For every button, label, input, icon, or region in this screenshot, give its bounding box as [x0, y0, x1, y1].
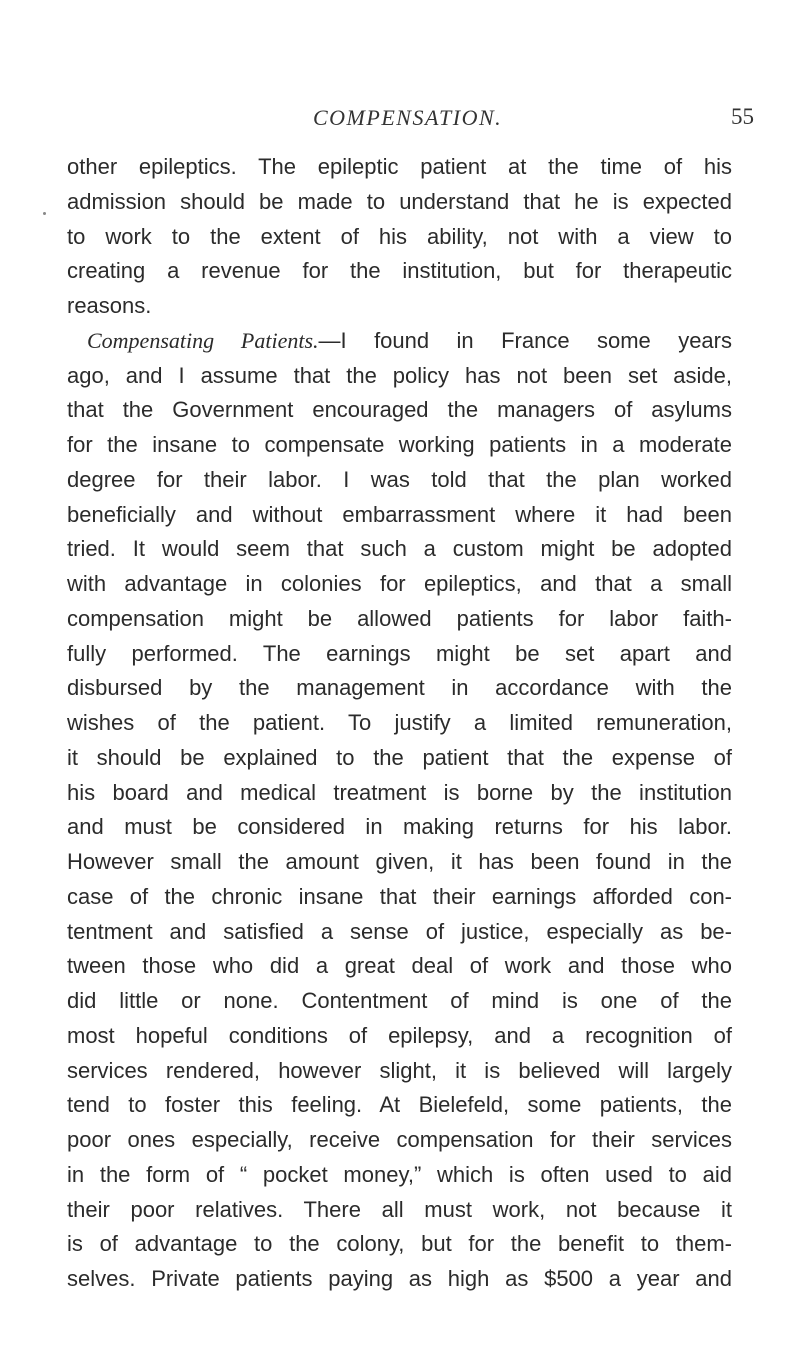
text-line: wishes of the patient. To justify a limited remuneration,: [67, 710, 732, 735]
text-line: it should be explained to the patient that the expense of: [67, 744, 732, 770]
text-line: However small the amount given, it has been found in the: [67, 849, 732, 874]
text-line: to work to the extent of his ability, not with a view to: [67, 223, 732, 249]
text-line: tentment and satisfied a sense of justice, especially as be-: [67, 918, 732, 944]
text-line: tween those who did a great deal of work and those who: [67, 953, 732, 979]
running-title: COMPENSATION.: [313, 105, 503, 130]
text-line: creating a revenue for the institution, but for therapeutic: [67, 258, 732, 284]
text-line: with advantage in colonies for epileptics, and that a small: [67, 571, 732, 596]
text-line: ago, and I assume that the policy has not been set aside,: [67, 362, 732, 388]
body-text: [67, 150, 732, 1297]
text-line: for the insane to compensate working patients in a moderate: [67, 432, 732, 457]
text-line: other epileptics. The epileptic patient at the time of his: [67, 154, 732, 179]
text-line: degree for their labor. I was told that the plan worked: [67, 466, 732, 492]
text-line: beneficially and without embarrassment where it had been: [67, 501, 732, 527]
section-first-line: [67, 324, 732, 359]
text-line: compensation might be allowed patients for labor faith-: [67, 605, 732, 631]
text-line: tried. It would seem that such a custom might be adopted: [67, 536, 732, 562]
running-head: [0, 105, 800, 135]
text-line: is of advantage to the colony, but for the benefit to them-: [67, 1231, 732, 1257]
text-line: fully performed. The earnings might be set apart and: [67, 640, 732, 666]
text-line: reasons.: [67, 293, 152, 318]
text-line: case of the chronic insane that their earnings afforded con-: [67, 883, 732, 909]
text-line: most hopeful conditions of epilepsy, and a recognition of: [67, 1022, 732, 1048]
text-line: their poor relatives. There all must work, not because it: [67, 1196, 732, 1222]
run-in-heading: Compensating Patients.: [87, 327, 319, 353]
text-line: and must be considered in making returns for his labor.: [67, 814, 732, 840]
text-line: selves. Private patients paying as high as $500 a year and: [67, 1266, 732, 1291]
text-line: did little or none. Contentment of mind is one of the: [67, 988, 732, 1013]
text-line: poor ones especially, receive compensation for their services: [67, 1127, 732, 1152]
text-line: that the Government encouraged the managers of asylums: [67, 397, 732, 423]
text-line: services rendered, however slight, it is believed will largely: [67, 1057, 732, 1083]
text-line: tend to foster this feeling. At Bielefeld, some patients, the: [67, 1092, 732, 1118]
text-line: his board and medical treatment is borne by the institution: [67, 779, 732, 805]
print-speck: [43, 212, 46, 215]
text-line: in the form of “ pocket money,” which is often used to aid: [67, 1161, 732, 1187]
text-line-rest: —I found in France some years: [318, 327, 732, 353]
text-line: disbursed by the management in accordance with the: [67, 675, 732, 701]
text-line: admission should be made to understand that he is expected: [67, 188, 732, 214]
page-number: 55: [731, 104, 754, 129]
